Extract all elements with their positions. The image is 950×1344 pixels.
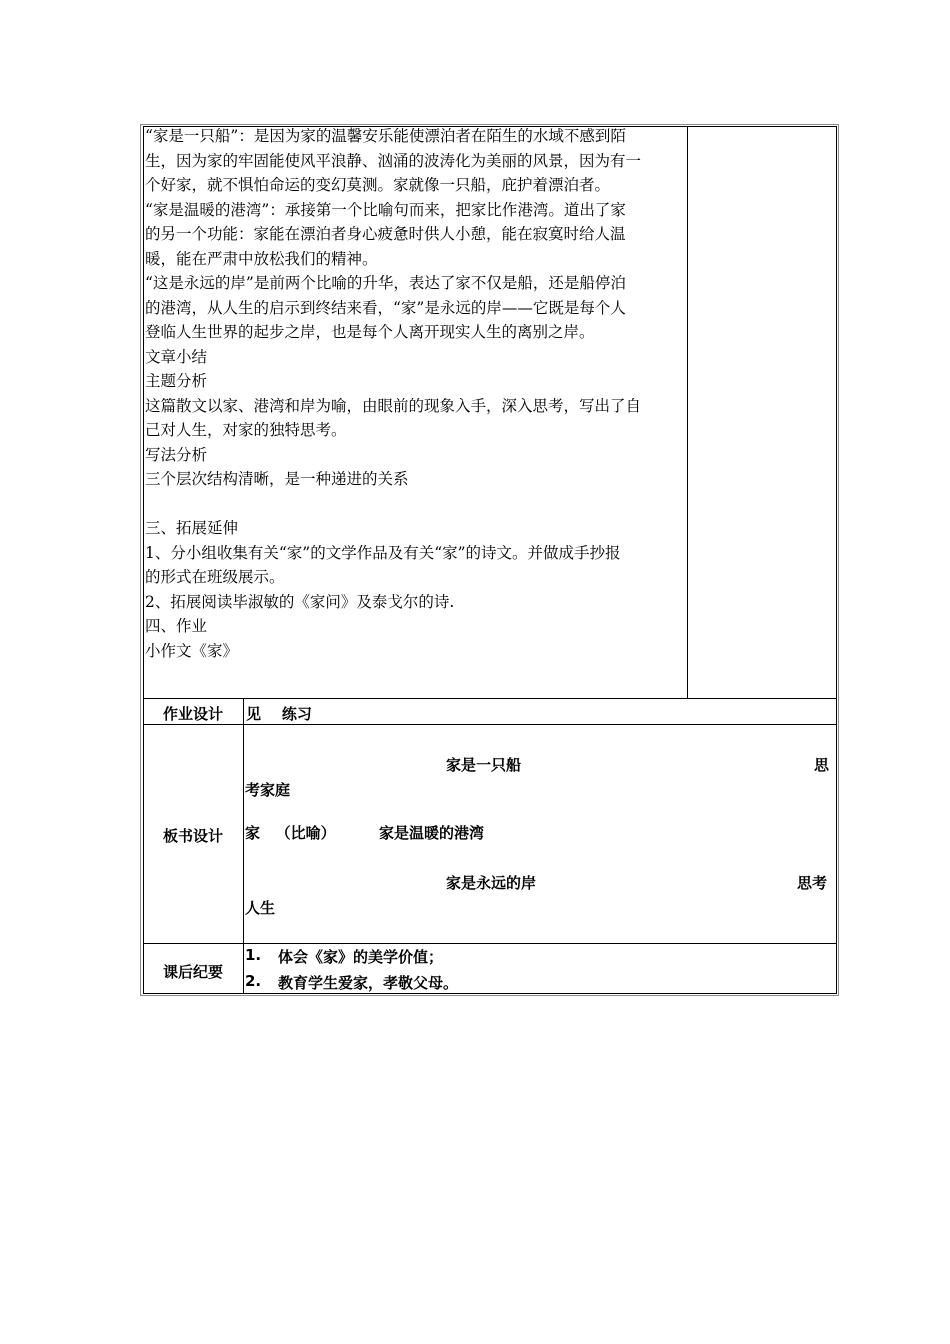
board-line-family: 考家庭 (245, 781, 291, 799)
board-label: 板书设计 (162, 827, 223, 845)
body-line: 三个层次结构清晰，是一种递进的关系 (145, 470, 409, 488)
lesson-body-text (145, 124, 687, 663)
board-line-think-2: 思考 (797, 874, 828, 892)
label-column-divider (243, 698, 244, 994)
body-line: 登临人生世界的起步之岸，也是每个人离开现实人生的离别之岸。 (145, 323, 595, 341)
body-line: “家是温暖的港湾”：承接第一个比喻句而来，把家比作港湾。道出了家 (145, 200, 626, 219)
board-line-harbor: 家是温暖的港湾 (379, 824, 485, 842)
section-heading: 三、拓展延伸 (145, 519, 239, 537)
reflection-item-number: 2. (245, 972, 262, 990)
body-line: 的另一个功能：家能在漂泊者身心疲惫时供人小憩，能在寂寞时给人温 (145, 225, 626, 243)
row-divider (143, 724, 837, 725)
body-line: 小作文《家》 (145, 641, 239, 660)
body-line: 暖，能在严肃中放松我们的精神。 (145, 249, 378, 268)
row-divider (143, 698, 837, 699)
reflection-item-text: 教育学生爱家，孝敬父母。 (278, 974, 459, 992)
section-heading: 写法分析 (145, 445, 208, 464)
board-line-life: 人生 (245, 899, 276, 917)
board-line-shore: 家是永远的岸 (446, 874, 537, 892)
body-line: 这篇散文以家、港湾和岸为喻，由眼前的现象入手，深入思考，写出了自 (145, 396, 642, 415)
body-line: “这是永远的岸”是前两个比喻的升华，表达了家不仅是船，还是船停泊 (145, 274, 626, 292)
body-line: 生，因为家的牢固能使风平浪静、汹涌的波涛化为美丽的风景，因为有一 (145, 151, 642, 170)
body-line: 己对人生，对家的独特思考。 (145, 421, 347, 439)
body-line: 的形式在班级展示。 (145, 568, 285, 586)
reflection-item-text: 体会《家》的美学价值； (278, 948, 444, 966)
section-heading: 主题分析 (145, 372, 208, 390)
homework-value: 见 练习 (246, 705, 312, 723)
notes-cell (688, 126, 837, 699)
body-line: 1、分小组收集有关“家”的文学作品及有关“家”的诗文。并做成手抄报 (145, 543, 621, 562)
section-heading: 四、作业 (145, 617, 208, 635)
board-line-think-1: 思 (814, 756, 830, 774)
body-line: 2、拓展阅读毕淑敏的《家问》及泰戈尔的诗. (145, 592, 455, 611)
board-line-metaphor: 家 （比喻） (245, 824, 336, 842)
body-line: “家是一只船”：是因为家的温馨安乐能使漂泊者在陌生的水域不感到陌 (145, 127, 626, 145)
reflection-item-number: 1. (245, 946, 262, 964)
board-line-ship: 家是一只船 (446, 756, 522, 774)
blank-line (145, 492, 687, 517)
reflection-label: 课后纪要 (162, 963, 223, 981)
section-heading: 文章小结 (145, 347, 208, 366)
homework-label: 作业设计 (162, 705, 223, 723)
body-line: 的港湾，从人生的启示到终结来看，“家”是永远的岸——它既是每个人 (145, 298, 626, 317)
row-divider (143, 943, 837, 944)
body-line: 个好家，就不惧怕命运的变幻莫测。家就像一只船，庇护着漂泊者。 (145, 176, 611, 194)
